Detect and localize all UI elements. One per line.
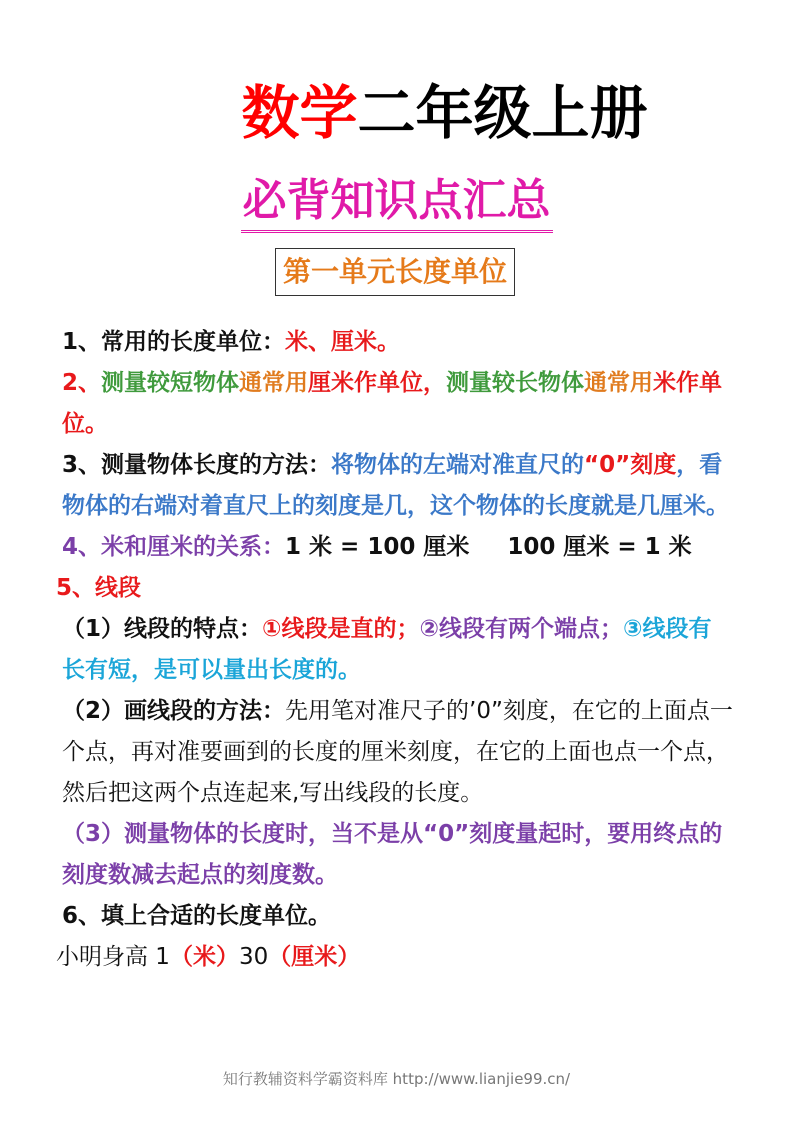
- item-2-short-objects: 测量较短物体: [101, 370, 240, 396]
- item-2-usually: 通常用: [239, 370, 309, 396]
- sub-1-point-c: ③线段有长有短，是可以量出长度的。: [62, 616, 712, 683]
- item-4: [62, 527, 734, 568]
- item-5-sub-3: （3）测量物体的长度时，当不是从“0”刻度量起时，要用终点的刻度数减去起点的刻度数。: [62, 821, 723, 888]
- item-4-equation-2: 100 厘米 = 1 米: [507, 534, 692, 560]
- item-2-usually-2: 通常用: [584, 370, 654, 396]
- sub-2-text: 先用笔对准尺子的’0”刻度，在它的上面点一个点，再对准要画到的长度的厘米刻度，在它的上面也点一个点，然后把这两个点连起来,写出线段的长度。: [62, 698, 733, 806]
- sub-1-point-b: ②线段有两个端点；: [419, 616, 623, 642]
- sub-2-label: （2）画线段的方法：: [62, 698, 286, 724]
- item-1: [62, 322, 734, 363]
- item-1-label: 1、常用的长度单位：: [62, 329, 286, 355]
- item-5-sub-2: [62, 691, 734, 814]
- title-subject: 数学: [241, 79, 358, 147]
- item-3-label: 3、测量物体长度的方法：: [62, 452, 332, 478]
- item-2-number: 2、: [62, 370, 102, 396]
- example-middle: 30: [238, 944, 269, 970]
- example-unit-1: （米）: [169, 944, 239, 970]
- item-4-label: 4、米和厘米的关系：: [62, 534, 286, 560]
- item-5-label: 5、线段: [56, 575, 142, 601]
- example-line: [56, 937, 734, 978]
- item-6: [62, 896, 734, 937]
- page-title: [0, 78, 793, 148]
- item-2: [62, 363, 734, 445]
- item-3-zero-mark: “0”刻度: [584, 452, 677, 478]
- subtitle-wrap: [0, 172, 793, 233]
- page-subtitle: 必背知识点汇总: [241, 172, 553, 233]
- item-6-label: 6、填上合适的长度单位。: [62, 903, 332, 929]
- footer-watermark: 知行教辅资料学霸资料库 http://www.lianjie99.cn/: [222, 1070, 571, 1088]
- item-2-cm-unit: 厘米作单位，: [308, 370, 447, 396]
- item-5: [56, 568, 734, 609]
- item-3-text-1: 将物体的左端对准直尺的: [331, 452, 585, 478]
- sub-1-label: （1）线段的特点：: [62, 616, 263, 642]
- knowledge-content: [56, 322, 734, 978]
- item-4-equation-1: 1 米 = 100 厘米: [285, 534, 470, 560]
- item-5-sub-1: [62, 609, 734, 691]
- item-1-value: 米、厘米。: [285, 329, 401, 355]
- title-grade: 二年级上册: [357, 79, 648, 147]
- item-3-text-2: ，看物体的右端对着直尺上的刻度是几，这个物体的长度就是几厘米。: [62, 452, 729, 519]
- item-2-long-objects: 测量较长物体: [446, 370, 585, 396]
- item-2-m-unit: 米作单位。: [62, 370, 723, 437]
- example-prefix: 小明身高 1: [56, 944, 170, 970]
- sub-1-point-a: ①线段是直的；: [262, 616, 420, 642]
- example-unit-2: （厘米）: [268, 944, 361, 970]
- item-3: [62, 445, 734, 527]
- unit-title: 第一单元长度单位: [275, 248, 515, 296]
